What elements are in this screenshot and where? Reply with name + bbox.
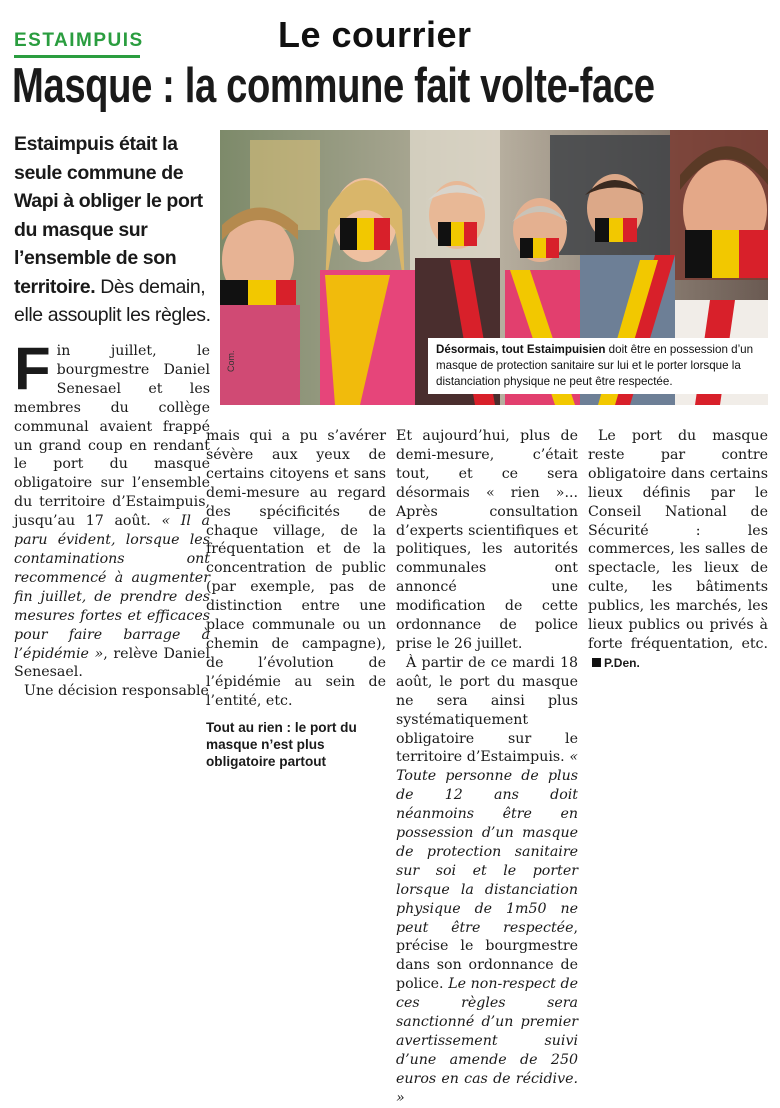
photo-credit: Com. (226, 350, 236, 372)
article-column-4 (588, 427, 768, 673)
author-signature: P.Den. (604, 655, 640, 670)
paragraph-5-text: Le port du masque reste par contre obligatoire dans certains lieux définis par le Conseil National de Sécurité : les commerces, les salles de spectacle, les lieux de culte, les bâtiments publics, les marchés, les lieux publics ou privés à forte fréquentation, etc. (588, 428, 768, 652)
paragraph-1 (14, 335, 210, 682)
paragraph-2-continued: mais qui a pu s’avérer sévère aux yeux de certains citoyens et sans demi-mesure au regard des spécificités de chaque village, de la fréquentation et de la concentration de public (par exemple, pas de distinction entre une place communale ou un chemin de campagne), de l’évolution de l’épidémie au sein de l’entité, etc. (206, 428, 386, 709)
paragraph-1-attribution: , relève Daniel Senesael. (14, 645, 210, 681)
subheading: Tout au rien : le port du masque n’est plus obligatoire partout (206, 719, 357, 769)
paragraph-4-quote-2: Le non-respect de ces règles sera sanctionné d’un premier avertissement suivi d’une amende de 250 euros en cas de récidive. » (396, 976, 578, 1106)
lead-paragraph (14, 130, 214, 330)
caption-rest: doit être en possession d’un masque de protection sanitaire sur lui et le porter lorsque la distanciation physique ne peut être respectée. (436, 343, 754, 388)
article-column-2 (206, 427, 386, 780)
paragraph-4-text: À partir de ce mardi 18 août, le port du masque ne sera ainsi plus systématiquement obligatoire sur le territoire d’Estaimpuis. (396, 654, 578, 766)
lead-rest: Dès demain, elle assouplit les règles. (14, 275, 211, 326)
photo-caption (428, 338, 772, 394)
caption-bold: Désormais, tout Estaimpuisien (436, 343, 606, 356)
end-square-icon (592, 658, 601, 667)
paragraph-4-quote: « Toute personne de plus de 12 ans doit néanmoins être en possession d’un masque de protection sanitaire sur soi et le porter lorsque la distanciation physique de 1m50 ne peut être respectée (396, 749, 578, 936)
paragraph-1-quote: « Il a paru évident, lorsque les contaminations ont recommencé à augmenter fin juillet, de prendre des mesures fortes et efficaces pour faire barrage à l’épidémie » (14, 513, 210, 662)
headline: Masque : la commune fait volte-face (12, 59, 655, 113)
article-column-3 (396, 427, 578, 1108)
paragraph-3-continued: Et aujourd’hui, plus de demi-mesure, c’était tout, et ce sera désormais « rien »... Après consultation d’experts scientifiques et politiques, les autorités communales ont annoncé une modification de cette ordonnance de police prise le 26 juillet. (396, 428, 578, 652)
paragraph-4-text-b: , précise le bourgmestre dans son ordonnance de police. (396, 919, 578, 993)
newspaper-name: Le courrier (278, 14, 472, 55)
drop-cap: F (14, 335, 51, 402)
paragraph-4 (396, 654, 578, 1108)
article-column-1 (14, 335, 210, 701)
paragraph-1-text: in juillet, le bourgmestre Daniel Senesael et les membres du collège communal avaient frappé un grand coup en rendant le port du masque obligatoire sur l’ensemble du territoire d’Estaimpuis, jusqu’au 17 août. (14, 343, 210, 530)
lead-bold: Estaimpuis était la seule commune de Wapi à obliger le port du masque sur l’ensemble de son territoire. (14, 133, 203, 298)
section-label: ESTAIMPUIS (14, 30, 144, 51)
paragraph-2: Une décision responsable (24, 683, 209, 700)
paragraph-5 (588, 427, 768, 673)
